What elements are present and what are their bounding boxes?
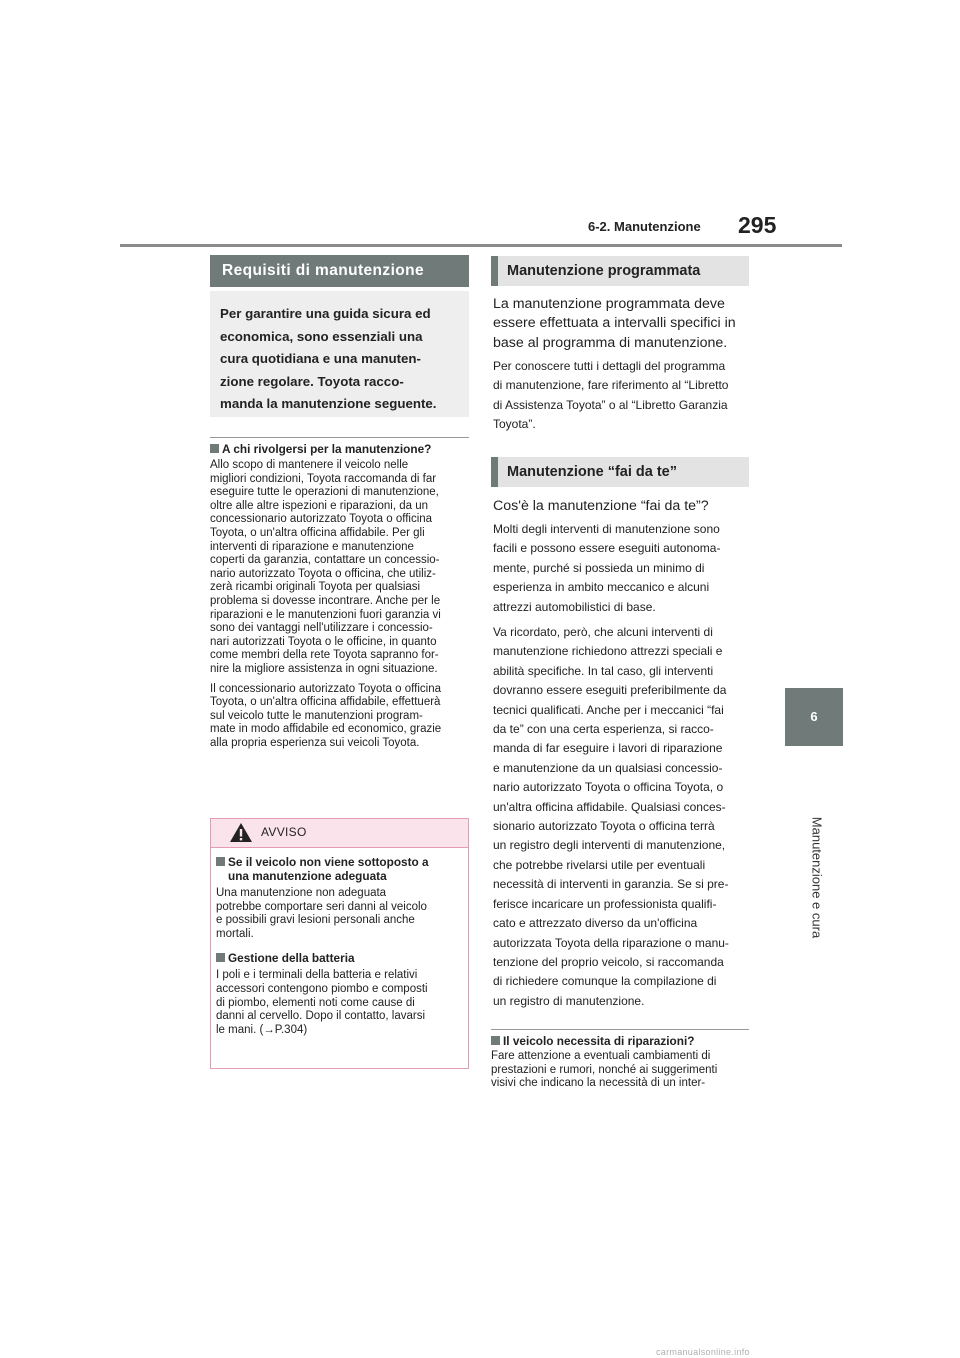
text-line: mortali. [216, 927, 254, 940]
text-line: tecnici qualificati. Anche per i meccanici “fai [493, 702, 724, 717]
text-line: dovranno essere eseguiti preferibilmente da [493, 683, 727, 698]
sub-heading [491, 1034, 753, 1048]
text-line: di richiedere comunque la compilazione di [493, 974, 717, 989]
text-line: base al programma di manutenzione. [493, 334, 728, 351]
text-line: sono dei vantaggi nell'utilizzare i concessio- [210, 622, 433, 635]
chapter-tab[interactable]: 6 [785, 688, 843, 746]
divider [210, 437, 469, 438]
text-line: alla propria esperienza sui veicoli Toyota. [210, 736, 420, 749]
sub-heading-text: Il veicolo necessita di riparazioni? [503, 1034, 695, 1048]
sub-heading [210, 442, 472, 456]
text-line: esperienza in ambito meccanico e alcuni [493, 580, 710, 595]
paragraph [493, 357, 755, 435]
text-line: Una manutenzione non adeguata [216, 887, 387, 899]
page-link[interactable]: le mani. (→P.304) [216, 1023, 308, 1036]
text-line: nario autorizzato Toyota o officina Toyota, o [493, 780, 724, 795]
intro-box [210, 291, 469, 417]
text-line: essere effettuata a intervalli specifici in [493, 315, 736, 332]
square-bullet-icon [216, 857, 225, 866]
warning-title: AVVISO [261, 825, 307, 839]
text-line: accessori contengono piombo e composti [216, 982, 428, 995]
warning-box [210, 818, 469, 1069]
warning-triangle-icon [229, 822, 253, 843]
section-heading-scheduled-maintenance: Manutenzione programmata [491, 256, 749, 286]
text-line: riparazioni e le manutenzioni fuori garanzia vi [210, 608, 441, 621]
square-bullet-icon [491, 1036, 500, 1045]
text-line: di piombo, elementi noti come cause di [216, 996, 415, 1009]
text-line: e possibili gravi lesioni personali anche [216, 914, 415, 927]
section-reference: 6-2. Manutenzione [588, 219, 701, 234]
text-line: Toyota”. [493, 417, 536, 432]
text-line: una manutenzione adeguata [228, 869, 387, 883]
paragraph [210, 459, 472, 750]
text-line: facili e possono essere eseguiti autonoma- [493, 541, 721, 556]
text-line: e manutenzione da un qualsiasi concessio- [493, 760, 723, 775]
warning-item-heading [216, 951, 468, 965]
text-line: Per conoscere tutti i dettagli del programma [493, 359, 726, 373]
text-line: Toyota, o un'altra officina affidabile. Per gli [210, 526, 425, 539]
paragraph [491, 1050, 753, 1091]
text-line: necessità di interventi in garanzia. Se si pre- [493, 877, 729, 892]
text-line: visivi che indicano la necessità di un inter- [491, 1077, 706, 1090]
text-line: tenzione del proprio veicolo, si raccomanda [493, 954, 724, 969]
lead-question: Cos'è la manutenzione “fai da te”? [493, 498, 709, 514]
intro-line: manda la manutenzione seguente. [220, 396, 437, 411]
text-line: Va ricordato, però, che alcuni interventi di [493, 625, 713, 639]
text-line: zerà ricambi originali Toyota per qualsiasi [210, 581, 421, 594]
text-line: di manutenzione, fare riferimento al “Libretto [493, 378, 729, 393]
text-line: interventi di riparazione e manutenzione [210, 540, 414, 553]
divider [491, 1029, 749, 1030]
text-line: abilità specifiche. In tal caso, gli interventi [493, 663, 714, 678]
text-line: che potrebbe rivelarsi utile per eventuali [493, 857, 706, 872]
text-line: nari autorizzati Toyota o le officine, in quanto [210, 635, 437, 648]
text-line: manutenzione richiedono attrezzi speciali e [493, 644, 723, 659]
text-line: Allo scopo di mantenere il veicolo nelle [210, 459, 409, 471]
header-divider [120, 244, 842, 247]
warning-item-body [216, 887, 468, 941]
sub-heading-text: A chi rivolgersi per la manutenzione? [222, 442, 432, 456]
chapter-tab-label: Manutenzione e cura [809, 816, 825, 939]
watermark: carmanualsonline.info [656, 1347, 750, 1357]
text-line: Il concessionario autorizzato Toyota o officina [210, 682, 441, 695]
text-line: nire la migliore assistenza in ogni situazione. [210, 662, 438, 675]
text-line: potrebbe comportare seri danni al veicolo [216, 900, 427, 913]
text-line: come membri della rete Toyota sapranno for- [210, 649, 439, 662]
text-line: sionario autorizzato Toyota o officina terrà [493, 819, 715, 834]
text-line: coperti da garanzia, contattare un concessio- [210, 554, 440, 567]
text-line: un registro di manutenzione. [493, 993, 645, 1008]
text-line: attrezzi automobilistici di base. [493, 599, 656, 614]
text-line: un'altra officina affidabile. Qualsiasi conces- [493, 799, 726, 814]
text-line: nario autorizzato Toyota o officina, che utiliz- [210, 567, 436, 580]
warning-item-heading [216, 855, 468, 883]
text-line: mente, purché si possieda un minimo di [493, 560, 705, 575]
text-line: problema si dovesse incontrare. Anche per le [210, 594, 441, 607]
text-line: I poli e i terminali della batteria e relativi [216, 969, 418, 982]
text-line: La manutenzione programmata deve [493, 296, 725, 312]
repairs-section [491, 1034, 753, 1091]
text-line: Fare attenzione a eventuali cambiamenti di [491, 1050, 711, 1062]
lead-paragraph [493, 295, 755, 353]
text-line: eseguire tutte le operazioni di manutenzione, [210, 486, 439, 499]
intro-line: economica, sono essenziali una [220, 328, 423, 344]
text-line: danni al cervello. Dopo il contatto, lavarsi [216, 1010, 426, 1023]
text-line: da te” con una certa esperienza, si racco- [493, 722, 714, 737]
square-bullet-icon [210, 444, 219, 453]
warning-item-body [216, 969, 468, 1037]
who-to-contact-section [210, 442, 472, 756]
text-line: cato e attrezzato diverso da un'officina [493, 916, 698, 931]
text-line: Gestione della batteria [228, 951, 355, 966]
intro-line: Per garantire una guida sicura ed [220, 306, 431, 321]
warning-header [211, 819, 468, 848]
text-line: Molti degli interventi di manutenzione sono [493, 522, 720, 536]
text-line: un registro degli interventi di manutenzione, [493, 838, 726, 853]
text-line: concessionario autorizzato Toyota o officina [210, 513, 433, 526]
text-line: migliori condizioni, Toyota raccomanda di far [210, 472, 437, 485]
text-line: prestazioni e rumori, nonché ai suggerimenti [491, 1063, 718, 1076]
intro-line: zione regolare. Toyota racco- [220, 373, 404, 389]
text-line: di Assistenza Toyota” o al “Libretto Garanzia [493, 397, 728, 412]
intro-line: cura quotidiana e una manuten- [220, 351, 421, 366]
text-line: Se il veicolo non viene sottoposto a [228, 855, 429, 869]
text-line: mate in modo affidabile ed economico, grazie [210, 723, 442, 736]
text-line: ferisce incaricare un professionista qualifi- [493, 896, 717, 911]
text-line: manda di far eseguire i lavori di riparazione [493, 741, 723, 756]
section-heading-requirements: Requisiti di manutenzione [210, 255, 469, 287]
paragraph [493, 623, 755, 1011]
text-line: Toyota, o un'altra officina affidabile, effettuerà [210, 696, 441, 709]
paragraph [493, 520, 755, 617]
text-line: autorizzata Toyota della riparazione o manu- [493, 935, 729, 950]
section-heading-diy-maintenance: Manutenzione “fai da te” [491, 457, 749, 487]
text-line: oltre alle altre ispezioni e riparazioni, da un [210, 499, 428, 512]
page-number: 295 [738, 212, 777, 238]
square-bullet-icon [216, 953, 225, 962]
warning-content [211, 848, 468, 1037]
text-line: sul veicolo tutte le manutenzioni program- [210, 709, 423, 722]
